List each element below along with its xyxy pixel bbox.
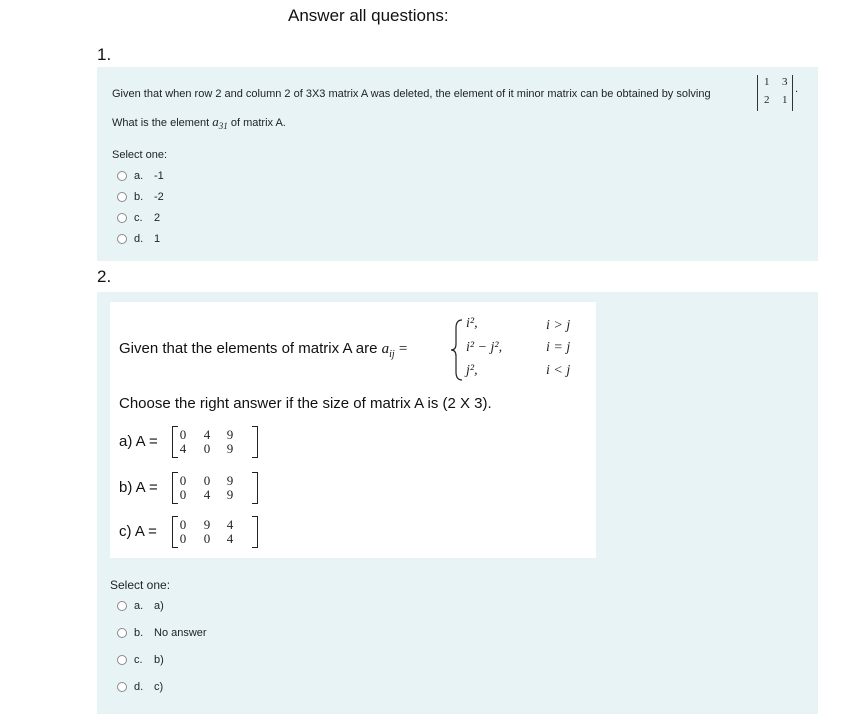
option-text: 1 — [154, 233, 161, 245]
option-text: 2 — [154, 212, 161, 224]
case-expr-1: i², — [466, 316, 478, 331]
matrix-cell: 9 — [226, 473, 234, 488]
det-cell: 3 — [782, 76, 788, 88]
option-text: -2 — [154, 191, 164, 203]
det-cell: 1 — [782, 94, 788, 106]
radio-button[interactable] — [117, 234, 127, 244]
case-expr-3: j², — [466, 363, 478, 378]
case-expr-2: i² − j², — [466, 340, 503, 355]
answer-option-c[interactable] — [117, 212, 160, 224]
matrix-cell: 0 — [179, 473, 187, 488]
page-title: Answer all questions: — [288, 6, 449, 25]
matrix-cell: 0 — [203, 441, 211, 456]
matrix-cell: 9 — [203, 517, 211, 532]
question-1-subtext — [112, 114, 286, 131]
option-text: a) — [154, 600, 164, 612]
option-letter: c. — [134, 212, 143, 224]
option-letter: d. — [134, 681, 144, 693]
matrix-c — [172, 518, 258, 548]
matrix-cell: 4 — [226, 517, 234, 532]
matrix-bracket — [252, 426, 258, 458]
radio-button[interactable] — [117, 628, 127, 638]
option-letter: c. — [134, 654, 143, 666]
option-letter: d. — [134, 233, 144, 245]
matrix-cell: 4 — [226, 531, 234, 546]
answer-option-c[interactable] — [117, 654, 164, 666]
radio-button[interactable] — [117, 682, 127, 692]
det-cell: 2 — [764, 94, 770, 106]
matrix-bracket — [252, 516, 258, 548]
option-text: c) — [154, 681, 164, 693]
option-text: b) — [154, 654, 164, 666]
det-cell: 1 — [764, 76, 770, 88]
question-2-instruction: Choose the right answer if the size of matrix A is (2 X 3). — [119, 395, 492, 412]
matrix-cell: 0 — [203, 531, 211, 546]
matrix-cell: 0 — [179, 517, 187, 532]
matrix-cell: 9 — [226, 427, 234, 442]
answer-option-a[interactable] — [117, 600, 164, 612]
answer-option-b[interactable] — [117, 627, 207, 639]
matrix-bracket — [252, 472, 258, 504]
option-text: -1 — [154, 170, 164, 182]
matrix-cell: 9 — [226, 441, 234, 456]
answer-b-label: b) A = — [119, 479, 158, 496]
case-cond-3: i < j — [546, 363, 571, 378]
option-letter: a. — [134, 600, 144, 612]
question-2-intro — [119, 340, 407, 360]
matrix-a — [172, 428, 258, 458]
case-cond-2: i = j — [546, 340, 571, 355]
element-symbol: a — [212, 114, 219, 129]
radio-button[interactable] — [117, 655, 127, 665]
matrix-cell: 4 — [179, 441, 187, 456]
answer-option-d[interactable] — [117, 681, 163, 693]
radio-button[interactable] — [117, 192, 127, 202]
matrix-cell: 4 — [203, 487, 211, 502]
answer-a-label: a) A = — [119, 433, 158, 450]
question-1-text: Given that when row 2 and column 2 of 3X3 matrix A was deleted, the element of it minor matrix can be obtained by solving — [112, 88, 711, 100]
question-1-number: 1. — [97, 45, 112, 64]
select-one-label: Select one: — [110, 578, 171, 592]
answer-option-b[interactable] — [117, 191, 164, 203]
matrix-cell: 9 — [226, 487, 234, 502]
radio-button[interactable] — [117, 213, 127, 223]
question-2-number: 2. — [97, 267, 112, 286]
matrix-cell: 4 — [203, 427, 211, 442]
case-cond-1: i > j — [546, 318, 571, 333]
element-subscript: 31 — [218, 121, 228, 132]
answer-option-a[interactable] — [117, 170, 164, 182]
subtext-suffix: of matrix A. — [230, 117, 286, 129]
question-2-image — [110, 302, 596, 558]
intro-text: Given that the elements of matrix A are — [119, 340, 378, 357]
select-one-label: Select one: — [112, 149, 168, 161]
determinant — [757, 75, 793, 111]
answer-option-d[interactable] — [117, 233, 160, 245]
option-letter: b. — [134, 627, 144, 639]
radio-button[interactable] — [117, 601, 127, 611]
equals-sign: = — [398, 341, 408, 357]
det-period: . — [795, 83, 799, 95]
aij-subscript: ij — [389, 349, 395, 360]
option-letter: a. — [134, 170, 144, 182]
radio-button[interactable] — [117, 171, 127, 181]
matrix-cell: 0 — [179, 427, 187, 442]
option-letter: b. — [134, 191, 144, 203]
option-text: No answer — [154, 627, 207, 639]
question-2-panel — [97, 292, 818, 714]
answer-c-label: c) A = — [119, 523, 157, 540]
matrix-cell: 0 — [179, 487, 187, 502]
matrix-b — [172, 474, 258, 504]
matrix-cell: 0 — [203, 473, 211, 488]
aij-symbol: a — [381, 341, 390, 357]
question-1-panel — [97, 67, 818, 261]
piecewise-brace — [450, 318, 464, 382]
matrix-cell: 0 — [179, 531, 187, 546]
subtext-prefix: What is the element — [112, 117, 210, 129]
